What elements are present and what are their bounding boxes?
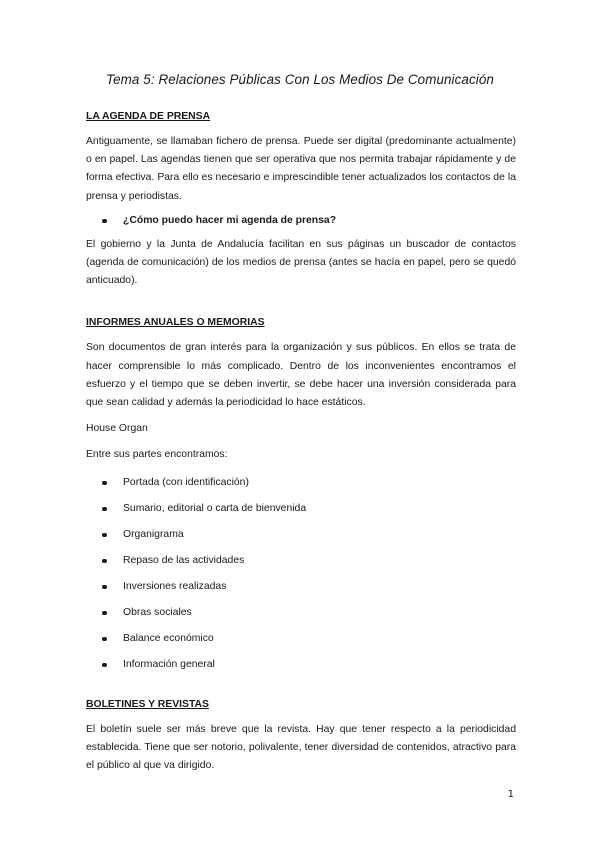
- part-label: Información general: [123, 658, 215, 670]
- agenda-question-list: [86, 214, 516, 228]
- parts-list: [86, 476, 516, 672]
- bullet-icon: [102, 637, 107, 642]
- list-item: [86, 580, 516, 594]
- list-item: [86, 528, 516, 542]
- boletines-paragraph: El boletín suele ser más breve que la revista. Hay que tener respecto a la periodicidad establecida. Tiene que ser notorio, polivalente, tener diversidad de contenidos, atractivo para el público al que va dirigido.: [86, 723, 516, 772]
- part-label: Inversiones realizadas: [123, 580, 227, 592]
- agenda-question: ¿Cómo puedo hacer mi agenda de prensa?: [123, 214, 337, 226]
- bullet-icon: [102, 481, 107, 486]
- house-organ-label: House Organ: [86, 423, 148, 435]
- bullet-icon: [102, 611, 107, 616]
- bullet-icon: [102, 585, 107, 590]
- agenda-answer: El gobierno y la Junta de Andalucía facilitan en sus páginas un buscador de contactos (agenda de comunicación) de los medios de prensa (antes se hacía en papel, pero se quedó anticuado).: [86, 238, 516, 287]
- section-heading-agenda: LA AGENDA DE PRENSA: [86, 111, 211, 122]
- parts-intro: Entre sus partes encontramos:: [86, 449, 228, 461]
- bullet-icon: [102, 533, 107, 538]
- agenda-paragraph: Antiguamente, se llamaban fichero de prensa. Puede ser digital (predominante actualmente) o en papel. Las agendas tienen que ser operativa que nos permita trabajar rápidamente y de forma efectiva. Para ello es necesario e imprescindible tener actualizados los contactos de la prensa y periodistas.: [86, 136, 516, 202]
- list-item: [86, 606, 516, 620]
- page-number: 1: [507, 789, 514, 800]
- bullet-icon: [102, 559, 107, 564]
- document-title: Tema 5: Relaciones Públicas Con Los Medios De Comunicación: [106, 72, 494, 87]
- section-heading-boletines: BOLETINES Y REVISTAS: [86, 698, 209, 710]
- part-label: Balance económico: [123, 632, 214, 644]
- list-item: [86, 632, 516, 646]
- bullet-icon: [102, 663, 107, 668]
- part-label: Obras sociales: [123, 606, 192, 618]
- section-heading-informes: INFORMES ANUALES O MEMORIAS: [86, 317, 265, 329]
- list-item: [86, 554, 516, 568]
- list-item: [86, 502, 516, 516]
- part-label: Organigrama: [123, 528, 184, 540]
- bullet-icon: [102, 507, 107, 512]
- part-label: Portada (con identificación): [123, 476, 249, 488]
- part-label: Sumario, editorial o carta de bienvenida: [123, 502, 307, 514]
- list-item: [86, 214, 516, 228]
- part-label: Repaso de las actividades: [123, 554, 245, 566]
- list-item: [86, 658, 516, 672]
- list-item: [86, 476, 516, 490]
- informes-paragraph: Son documentos de gran interés para la organización y sus públicos. En ellos se trata de hacer comprensible lo más complicado. Dentro de los inconvenientes encontramos el esfuerzo y el tiempo que se deben invertir, se debe hacer una inversión considerada para que sean calidad y además la periodicidad lo hace estáticos.: [86, 342, 516, 409]
- document-body: [86, 110, 516, 775]
- bullet-icon: [102, 219, 107, 224]
